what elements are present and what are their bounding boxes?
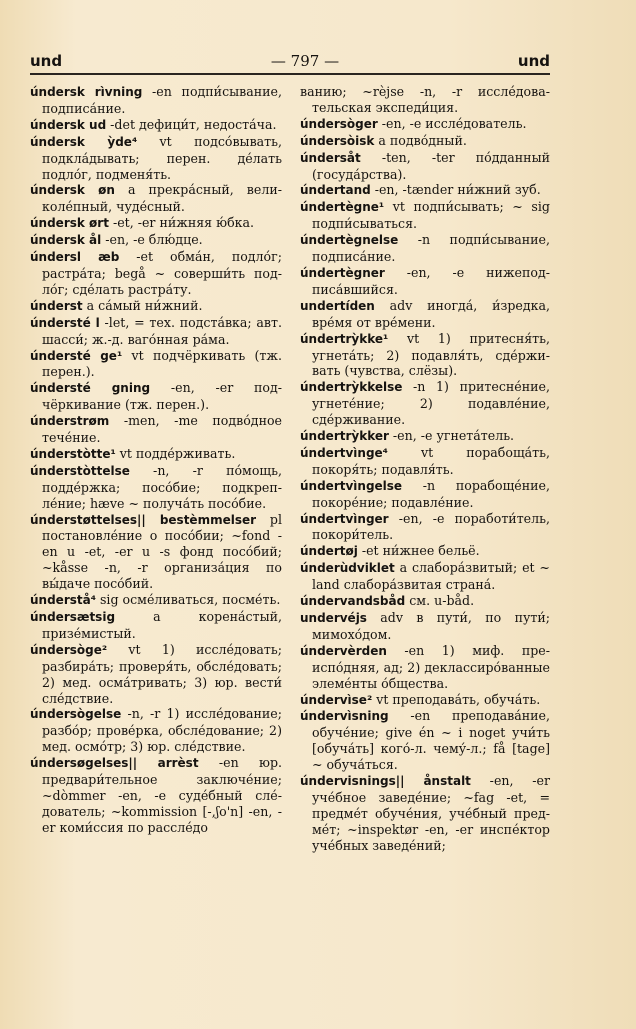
entry-headword: úndertègner — [300, 265, 385, 280]
dictionary-entry — [30, 706, 282, 755]
entry-definition: -men, -me подво́дное тече́ние. — [42, 413, 282, 446]
entry-definition: -n, -r по́мощь, подде́ржка; посо́бие; подкрепле́ние; hæve ~ получа́ть посо́бие. — [42, 462, 282, 511]
entry-definition: -et обма́н, подло́г; растра́та; begå ~ соверши́ть подло́г; сде́лать растра́ту. — [42, 249, 282, 297]
entry-headword: úndersògelse — [30, 707, 122, 722]
entry-definition: -et ни́жнее бельё. — [357, 543, 480, 559]
page-number: — 797 — — [270, 52, 340, 70]
dictionary-entry — [300, 182, 550, 199]
entry-definition: pl постановле́ние о посо́бии; ~fond -en u -et, -er u -s фонд посо́бий; ~kåsse -n, -r организа́ция по вы́даче посо́бий. — [42, 511, 282, 592]
entry-definition: a прекра́сный, великоле́пный, чуде́сный. — [42, 182, 283, 215]
entry-headword: úndersk rìvning — [30, 85, 143, 99]
dictionary-entry — [300, 511, 550, 544]
dictionary-entry — [30, 380, 282, 413]
entry-definition: a подво́дный. — [374, 132, 467, 148]
header-right-guideword: und — [517, 52, 550, 70]
entry-headword: úndervisnings|| ånstalt — [300, 774, 471, 789]
entry-headword: úndertègnelse — [300, 233, 399, 248]
right-column — [300, 84, 550, 854]
entry-headword: úndertègne¹ — [300, 200, 385, 215]
dictionary-entry — [30, 232, 282, 249]
dictionary-entry — [300, 199, 550, 232]
entry-definition: vt порабоща́ть, покоря́ть; подавля́ть. — [312, 444, 550, 477]
entry-definition: -ten, -ter по́дданный (госуда́рства). — [312, 149, 550, 182]
entry-definition: adv иногда́, и́зредка, вре́мя от вре́мени. — [312, 297, 550, 330]
entry-headword: únderst — [30, 298, 83, 313]
entry-headword: úndersòger — [300, 116, 378, 131]
entry-headword: úndersl æb — [30, 250, 120, 265]
entry-headword: únderstøttelses|| bestèmmelser — [30, 512, 257, 527]
dictionary-entry — [30, 642, 282, 707]
entry-definition: -n порабоще́ние, покоре́ние; подавле́ние. — [312, 477, 550, 510]
dictionary-entry — [300, 643, 550, 692]
dictionary-entry — [30, 249, 282, 298]
dictionary-entry — [300, 445, 550, 478]
header-left-guideword: und — [30, 52, 63, 70]
dictionary-entry — [300, 692, 550, 709]
entry-headword: úndersk øn — [30, 183, 115, 198]
entry-definition: -en, -e блю́дце. — [101, 232, 203, 248]
entry-headword: úndersk ørt — [30, 216, 109, 231]
entry-headword: úndertrỳkkelse — [300, 380, 403, 395]
dictionary-entry — [30, 298, 282, 315]
entry-headword: úndersætsig — [30, 610, 116, 624]
entry-definition: a са́мый ни́жний. — [82, 297, 203, 313]
entry-definition: vt 1) иссле́довать; разбира́ть; проверя́ть, обсле́довать; 2) мед. осма́тривать; 3) юр. вести́ сле́дствие. — [42, 641, 282, 706]
dictionary-entry — [30, 755, 282, 836]
dictionary-entry — [300, 265, 550, 298]
entry-headword: úndervandsbåd — [300, 594, 406, 609]
entry-headword: úndervìsning — [300, 709, 389, 724]
dictionary-entry — [30, 134, 282, 183]
entry-headword: úndersk ỳde⁴ — [30, 134, 138, 149]
dictionary-entry — [30, 215, 282, 232]
entry-definition: -n 1) притесне́ние, угнете́ние; 2) подавле́ние, сде́рживание. — [312, 379, 550, 428]
entry-headword: undervéjs — [300, 611, 367, 625]
entry-headword: úndersåt — [300, 150, 361, 165]
dictionary-entry — [300, 116, 550, 133]
entry-headword: úndervèrden — [300, 643, 387, 658]
entry-headword: únderstòtte¹ — [30, 446, 116, 461]
entry-headword: úndersòge² — [30, 642, 108, 657]
dictionary-entry — [30, 592, 282, 609]
page-header — [30, 52, 550, 74]
entry-headword: úndersòisk — [300, 133, 375, 148]
entry-headword: úndertrỳkker — [300, 429, 389, 444]
dictionary-entry — [300, 593, 550, 610]
entry-definition: -et, -er ни́жняя ю́бка. — [108, 215, 255, 231]
dictionary-entry — [300, 478, 550, 511]
entry-headword: úndersøgelses|| arrèst — [30, 756, 199, 771]
entry-headword: úndersté gning — [30, 381, 151, 396]
dictionary-entry — [300, 543, 550, 560]
dictionary-entry — [300, 428, 550, 445]
dictionary-entry — [30, 446, 282, 463]
entry-definition: vt 1) притесня́ть, угнета́ть; 2) подавля́ть, сде́рживать (чувства, слёзы). — [312, 330, 550, 379]
entry-definition: a корена́стый, призе́мистый. — [42, 609, 282, 641]
entry-headword: úndertvìnger — [300, 511, 389, 526]
dictionary-entry — [30, 84, 282, 117]
entry-headword: úndertvìngelse — [300, 478, 403, 493]
entry-definition: vt подде́рживать. — [115, 445, 236, 461]
left-column — [30, 84, 282, 836]
entry-definition: -en, -e поработи́тель, покори́тель. — [312, 510, 550, 543]
entry-definition: sig осме́ливаться, посме́ть. — [95, 592, 281, 608]
entry-headword: undertíden — [300, 298, 375, 313]
entry-headword: úndertvìnge⁴ — [300, 445, 388, 460]
entry-headword: úndertøj — [300, 544, 358, 559]
header-rule — [30, 73, 550, 75]
entry-definition: -n, -r 1) иссле́дование; разбо́р; прове́рка, обсле́дование; 2) мед. осмо́тр; 3) юр. сле́дствие. — [42, 706, 282, 755]
entry-definition: -n подпи́сывание, подписа́ние. — [312, 232, 550, 265]
dictionary-entry — [300, 150, 550, 183]
entry-definition: -en преподава́ние, обуче́ние; give én ~ i noget учи́ть [обуча́ть] кого́-л. чему́-л.; få [tage] ~ обуча́ться. — [312, 708, 550, 773]
entry-headword: únderùdviklet — [300, 561, 395, 576]
entry-definition: -en юр. предвари́тельное заключе́ние; ~dòmmer -en, -e суде́бный сле́дователь; ~kommission [-,ʃo'n] -en, -er коми́ссия по рассле́до — [42, 755, 283, 835]
entry-definition: ванию; ~rèjse -n, -r иссле́довательская экспеди́ция. — [300, 84, 550, 115]
entry-definition: -let, = тех. подста́вка; авт. шасси́; ж.-д. ваго́нная ра́ма. — [42, 314, 282, 347]
entry-headword: úndersté l — [30, 315, 100, 330]
dictionary-entry — [300, 298, 550, 331]
entry-definition: a слабора́звитый; et ~ land слабора́звитая страна́. — [312, 560, 550, 593]
dictionary-entry — [300, 379, 550, 428]
dictionary-entry — [300, 708, 550, 773]
entry-headword: únderstå⁴ — [30, 593, 96, 608]
entry-definition: -det дефици́т, недоста́ча. — [106, 116, 277, 132]
entry-headword: únderstrøm — [30, 414, 110, 429]
dictionary-entry — [300, 560, 550, 593]
dictionary-entry — [30, 348, 282, 381]
dictionary-entry — [300, 232, 550, 265]
dictionary-entry — [300, 773, 550, 854]
entry-definition: -en, -e угнета́тель. — [388, 428, 515, 444]
dictionary-entry — [300, 133, 550, 150]
entry-headword: úndersté ge¹ — [30, 348, 123, 363]
dictionary-entry — [30, 117, 282, 134]
dictionary-entry — [300, 331, 550, 380]
entry-headword: únderstòttelse — [30, 463, 130, 478]
entry-definition: adv в пути́, по пути́; мимохо́дом. — [312, 610, 550, 642]
entry-definition: см. u-båd. — [405, 593, 475, 609]
entry-headword: úndersk ål — [30, 233, 102, 248]
entry-definition: -en, -er уче́бное заведе́ние; ~fag -et, = предме́т обуче́ния, уче́бный предме́т; ~inspektør -en, -er инспе́ктор уче́бных заведе́ний; — [312, 773, 550, 853]
dictionary-entry — [30, 413, 282, 446]
entry-headword: úndersk ud — [30, 117, 107, 132]
dictionary-entry — [300, 84, 550, 116]
dictionary-entry — [300, 610, 550, 643]
entry-definition: vt подсо́вывать, подкла́дывать; перен. де́лать подло́г, подменя́ть. — [42, 133, 282, 182]
entry-definition: -en подпи́сывание, подписа́ние. — [42, 84, 282, 116]
entry-definition: -en, -e иссле́дователь. — [377, 115, 527, 131]
entry-headword: úndertrỳkke¹ — [300, 331, 389, 346]
entry-definition: -en, -er подчёркивание (тж. перен.). — [42, 380, 282, 413]
entry-headword: úndervìse² — [300, 692, 373, 707]
dictionary-entry — [30, 609, 282, 642]
dictionary-entry — [30, 463, 282, 512]
entry-definition: vt подпи́сывать; ~ sig подпи́сываться. — [312, 199, 550, 232]
dictionary-entry — [30, 315, 282, 348]
entry-headword: úndertand — [300, 183, 371, 198]
dictionary-entry — [30, 182, 282, 215]
entry-definition: vt преподава́ть, обуча́ть. — [372, 691, 541, 707]
entry-definition: -en 1) миф. преиспо́дняя, ад; 2) деклассиро́ванные элеме́нты о́бщества. — [312, 642, 550, 691]
entry-definition: -en, -tænder ни́жний зуб. — [370, 182, 541, 198]
entry-definition: -en, -e нижеподписа́вшийся. — [312, 264, 550, 297]
entry-definition: vt подчёркивать (тж. перен.). — [42, 347, 282, 380]
dictionary-entry — [30, 512, 282, 593]
